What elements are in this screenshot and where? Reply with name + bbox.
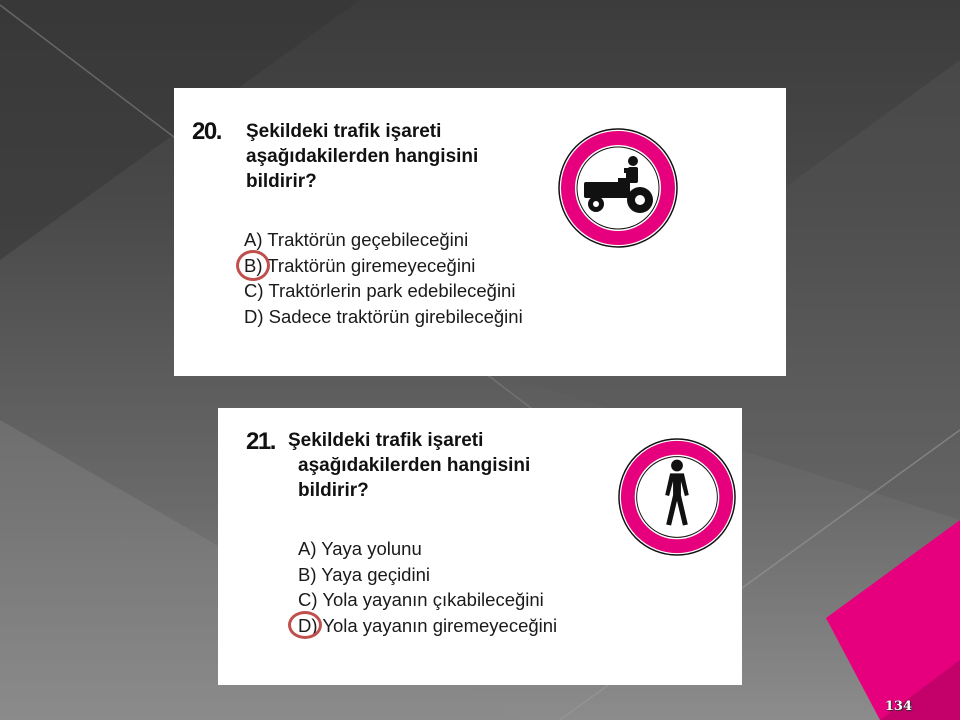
answer-mark-circle bbox=[288, 611, 322, 639]
prompt-line: aşağıdakilerden hangisini bbox=[298, 455, 531, 476]
prompt-line: bildirir? bbox=[246, 171, 317, 192]
options-list bbox=[244, 227, 523, 329]
option-a[interactable]: A) Yaya yolunu bbox=[298, 538, 422, 559]
pedestrian-prohibited-sign-icon bbox=[616, 436, 738, 558]
option-d[interactable]: D) Sadece traktörün girebileceğini bbox=[244, 305, 523, 327]
question-prompt bbox=[246, 119, 478, 194]
question-prompt bbox=[288, 428, 530, 503]
answer-mark-circle bbox=[236, 250, 270, 281]
option-b[interactable]: B) Traktörün giremeyeceğini bbox=[244, 254, 476, 276]
prompt-line: aşağıdakilerden hangisini bbox=[246, 146, 479, 167]
option-c[interactable]: C) Yola yayanın çıkabileceğini bbox=[298, 589, 544, 610]
page-number: 134 bbox=[884, 699, 912, 714]
option-a[interactable]: A) Traktörün geçebileceğini bbox=[244, 229, 469, 250]
tractor-prohibited-sign-icon bbox=[556, 126, 680, 250]
question-card-20 bbox=[174, 88, 786, 376]
option-d[interactable]: D) Yola yayanın giremeyeceğini bbox=[298, 614, 558, 636]
prompt-line: Şekildeki trafik işareti bbox=[246, 121, 442, 142]
options-list bbox=[298, 536, 557, 638]
question-number: 20. bbox=[192, 118, 221, 145]
option-c[interactable]: C) Traktörlerin park edebileceğini bbox=[244, 280, 516, 301]
prompt-line: Şekildeki trafik işareti bbox=[288, 430, 484, 451]
question-number: 21. bbox=[246, 428, 275, 455]
question-card-21 bbox=[218, 408, 742, 685]
prompt-line: bildirir? bbox=[298, 480, 369, 501]
option-b[interactable]: B) Yaya geçidini bbox=[298, 563, 430, 585]
